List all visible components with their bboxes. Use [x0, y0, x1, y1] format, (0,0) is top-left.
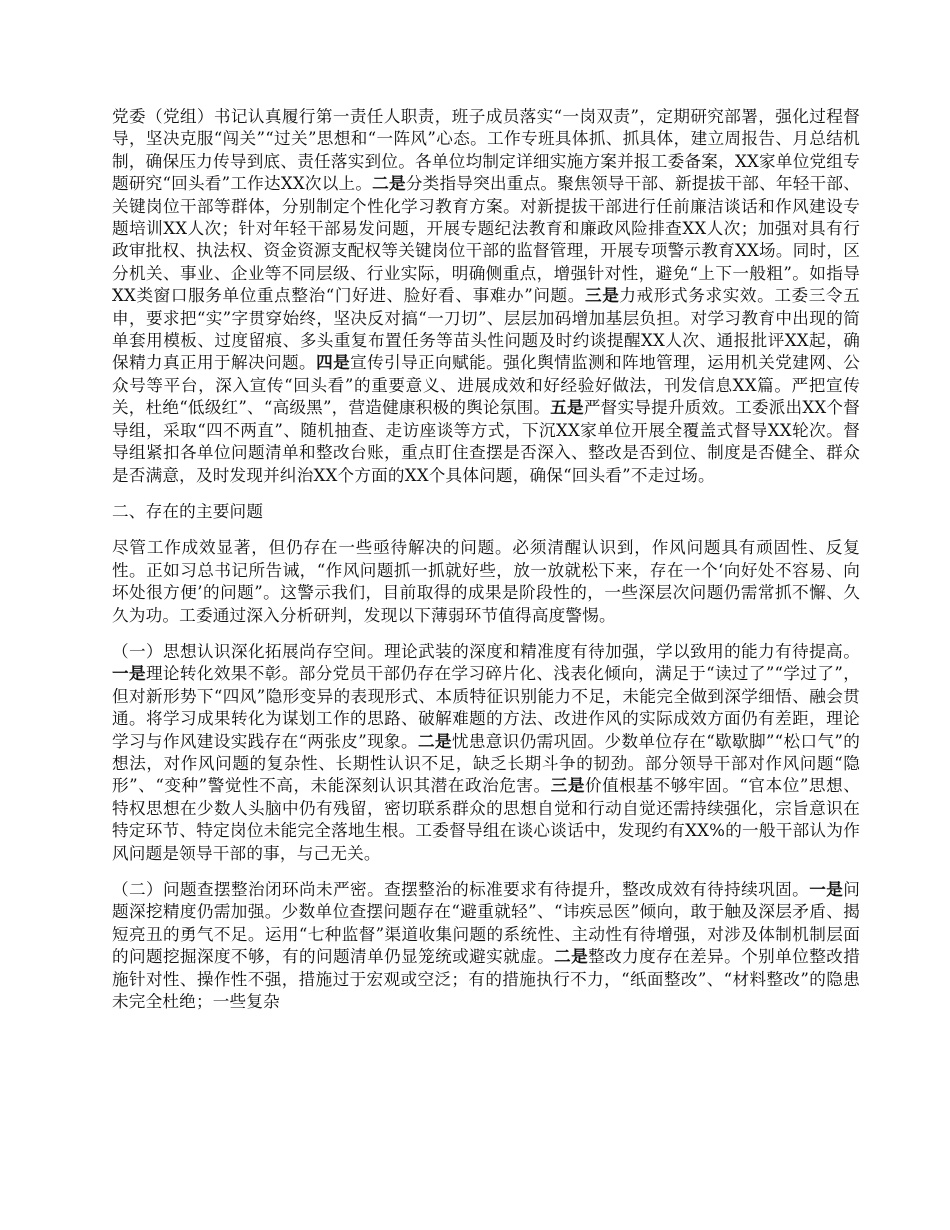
emphasis-label-3: 三是: [584, 286, 620, 306]
text-segment: 宣传引导正向赋能。强化舆情监测和阵地管理，运用机关党建网、公众号等平台，深入宣传“回头看”的重要意义、进展成效和好经验好做法，刊发信息XX篇。严把宣传关，杜绝“低级红”、“高级黑”，营造健康积极的舆论氛围。: [112, 353, 861, 418]
text-segment: 理论转化效果不彰。部分党员干部仍存在学习碎片化、浅表化倾向，满足于“读过了”“学过了”，但对新形势下“四风”隐形变异的表现形式、本质特征识别能力不足，未能完全做到深学细悟、融会贯通。将学习成果转化为谋划工作的思路、破解难题的方法、改进作风的实际成效方面仍有差距，理论学习与作风建设实践存在“两张皮”现象。: [112, 664, 860, 751]
text-segment: 党委（党组）书记认真履行第一责任人职责，班子成员落实“一岗双责”，定期研究部署，强化过程督导，坚决克服“闯关”“过关”思想和“一阵风”心态。工作专班具体抓、抓具体，建立周报告、月总结机制，确保压力传导到底、责任落实到位。各单位均制定详细实施方案并报工委备案，XX家单位党组专题研究“回头看”工作达XX次以上。: [112, 107, 860, 194]
text-segment: 问题深挖精度仍需加强。少数单位查摆问题存在“避重就轻”、“讳疾忌医”倾向，敢于触及深层矛盾、揭短亮丑的勇气不足。运用“七种监督”渠道收集问题的系统性、主动性有待增强，对涉及体制机制层面的问题挖掘深度不够，有的问题清单仍显笼统或避实就虚。: [112, 880, 860, 967]
text-segment: （一）思想认识深化拓展尚存空间。理论武装的深度和精准度有待加强，学以致用的能力有待提高。: [112, 641, 860, 661]
emphasis-label-1: 一是: [809, 880, 844, 899]
heading-text: 二、存在的主要问题: [112, 501, 264, 521]
emphasis-label-5: 五是: [550, 398, 584, 418]
emphasis-label-2: 二是: [372, 174, 406, 194]
paragraph-implementation: [112, 106, 860, 487]
paragraph-problem-1: [112, 641, 860, 865]
text-segment: 严督实导提升质效。工委派出XX个督导组，采取“四不两直”、随机抽查、走访座谈等方式，下沉XX家单位开展全覆盖式督导XX轮次。督导组紧扣各单位问题清单和整改台账，重点盯住查摆是否深入、整改是否到位、制度是否健全、群众是否满意，及时发现并纠治XX个方面的XX个具体问题，确保“回头看”不走过场。: [112, 398, 860, 485]
document-page: [112, 106, 860, 1027]
text-segment: 忧患意识仍需巩固。少数单位存在“歇歇脚”“松口气”的想法，对作风问题的复杂性、长期性认识不足，缺乏长期斗争的韧劲。部分领导干部对作风问题“隐形”、“变种”警觉性不高，未能深刻认识其潜在政治危害。: [112, 731, 861, 796]
text-segment: 力戒形式务求实效。工委三令五申，要求把“实”字贯穿始终，坚决反对搞“一刀切”、层层加码增加基层负担。对学习教育中出现的简单套用模板、过度留痕、多头重复布置任务等苗头性问题及时约谈提醒XX人次、通报批评XX起，确保精力真正用于解决问题。: [112, 286, 860, 373]
paragraph-problem-2: [112, 879, 860, 1013]
emphasis-label-4: 四是: [316, 353, 351, 373]
text-segment: 整改力度存在差异。个别单位整改措施针对性、操作性不强，措施过于宏观或空泛；有的措施执行不力，“纸面整改”、“材料整改”的隐患未完全杜绝；一些复杂: [112, 947, 861, 1012]
emphasis-label-3: 三是: [550, 776, 586, 796]
text-segment: 价值根基不够牢固。“官本位”思想、特权思想在少数人头脑中仍有残留，密切联系群众的思想自觉和行动自觉还需持续强化，宗旨意识在特定环节、特定岗位未能完全落地生根。工委督导组在谈心谈话中，发现约有XX%的一般干部认为作风问题是领导干部的事，与己无关。: [112, 776, 860, 863]
text-segment: （二）问题查摆整治闭环尚未严密。查摆整治的标准要求有待提升，整改成效有待持续巩固。: [112, 880, 810, 899]
text-segment: 分类指导突出重点。聚焦领导干部、新提拔干部、年轻干部、关键岗位干部等群体，分别制定个性化学习教育方案。对新提拔干部进行任前廉洁谈话和作风建设专题培训XX人次；针对年轻干部易发问题，开展专题纪法教育和廉政风险排查XX人次；加强对具有行政审批权、执法权、资金资源支配权等关键岗位干部的监督管理，开展专项警示教育XX场。同时，区分机关、事业、企业等不同层级、行业实际，明确侧重点，增强针对性，避免“上下一般粗”。如指导XX类窗口服务单位重点整治“门好进、脸好看、事难办”问题。: [112, 174, 860, 306]
text-segment: 尽管工作成效显著，但仍存在一些亟待解决的问题。必须清醒认识到，作风问题具有顽固性、反复性。正如习总书记所告诫，“作风问题抓一抓就好些，放一放就松下来，存在一个‘向好处不容易、向坏处很方便’的问题”。这警示我们，目前取得的成果是阶段性的，一些深层次问题仍需常抓不懈、久久为功。工委通过深入分析研判，发现以下薄弱环节值得高度警惕。: [112, 538, 860, 625]
emphasis-label-2: 二是: [417, 731, 452, 751]
emphasis-label-1: 一是: [112, 664, 146, 684]
section-heading: [112, 501, 860, 523]
paragraph-intro-problems: [112, 537, 860, 627]
emphasis-label-2: 二是: [554, 947, 589, 967]
